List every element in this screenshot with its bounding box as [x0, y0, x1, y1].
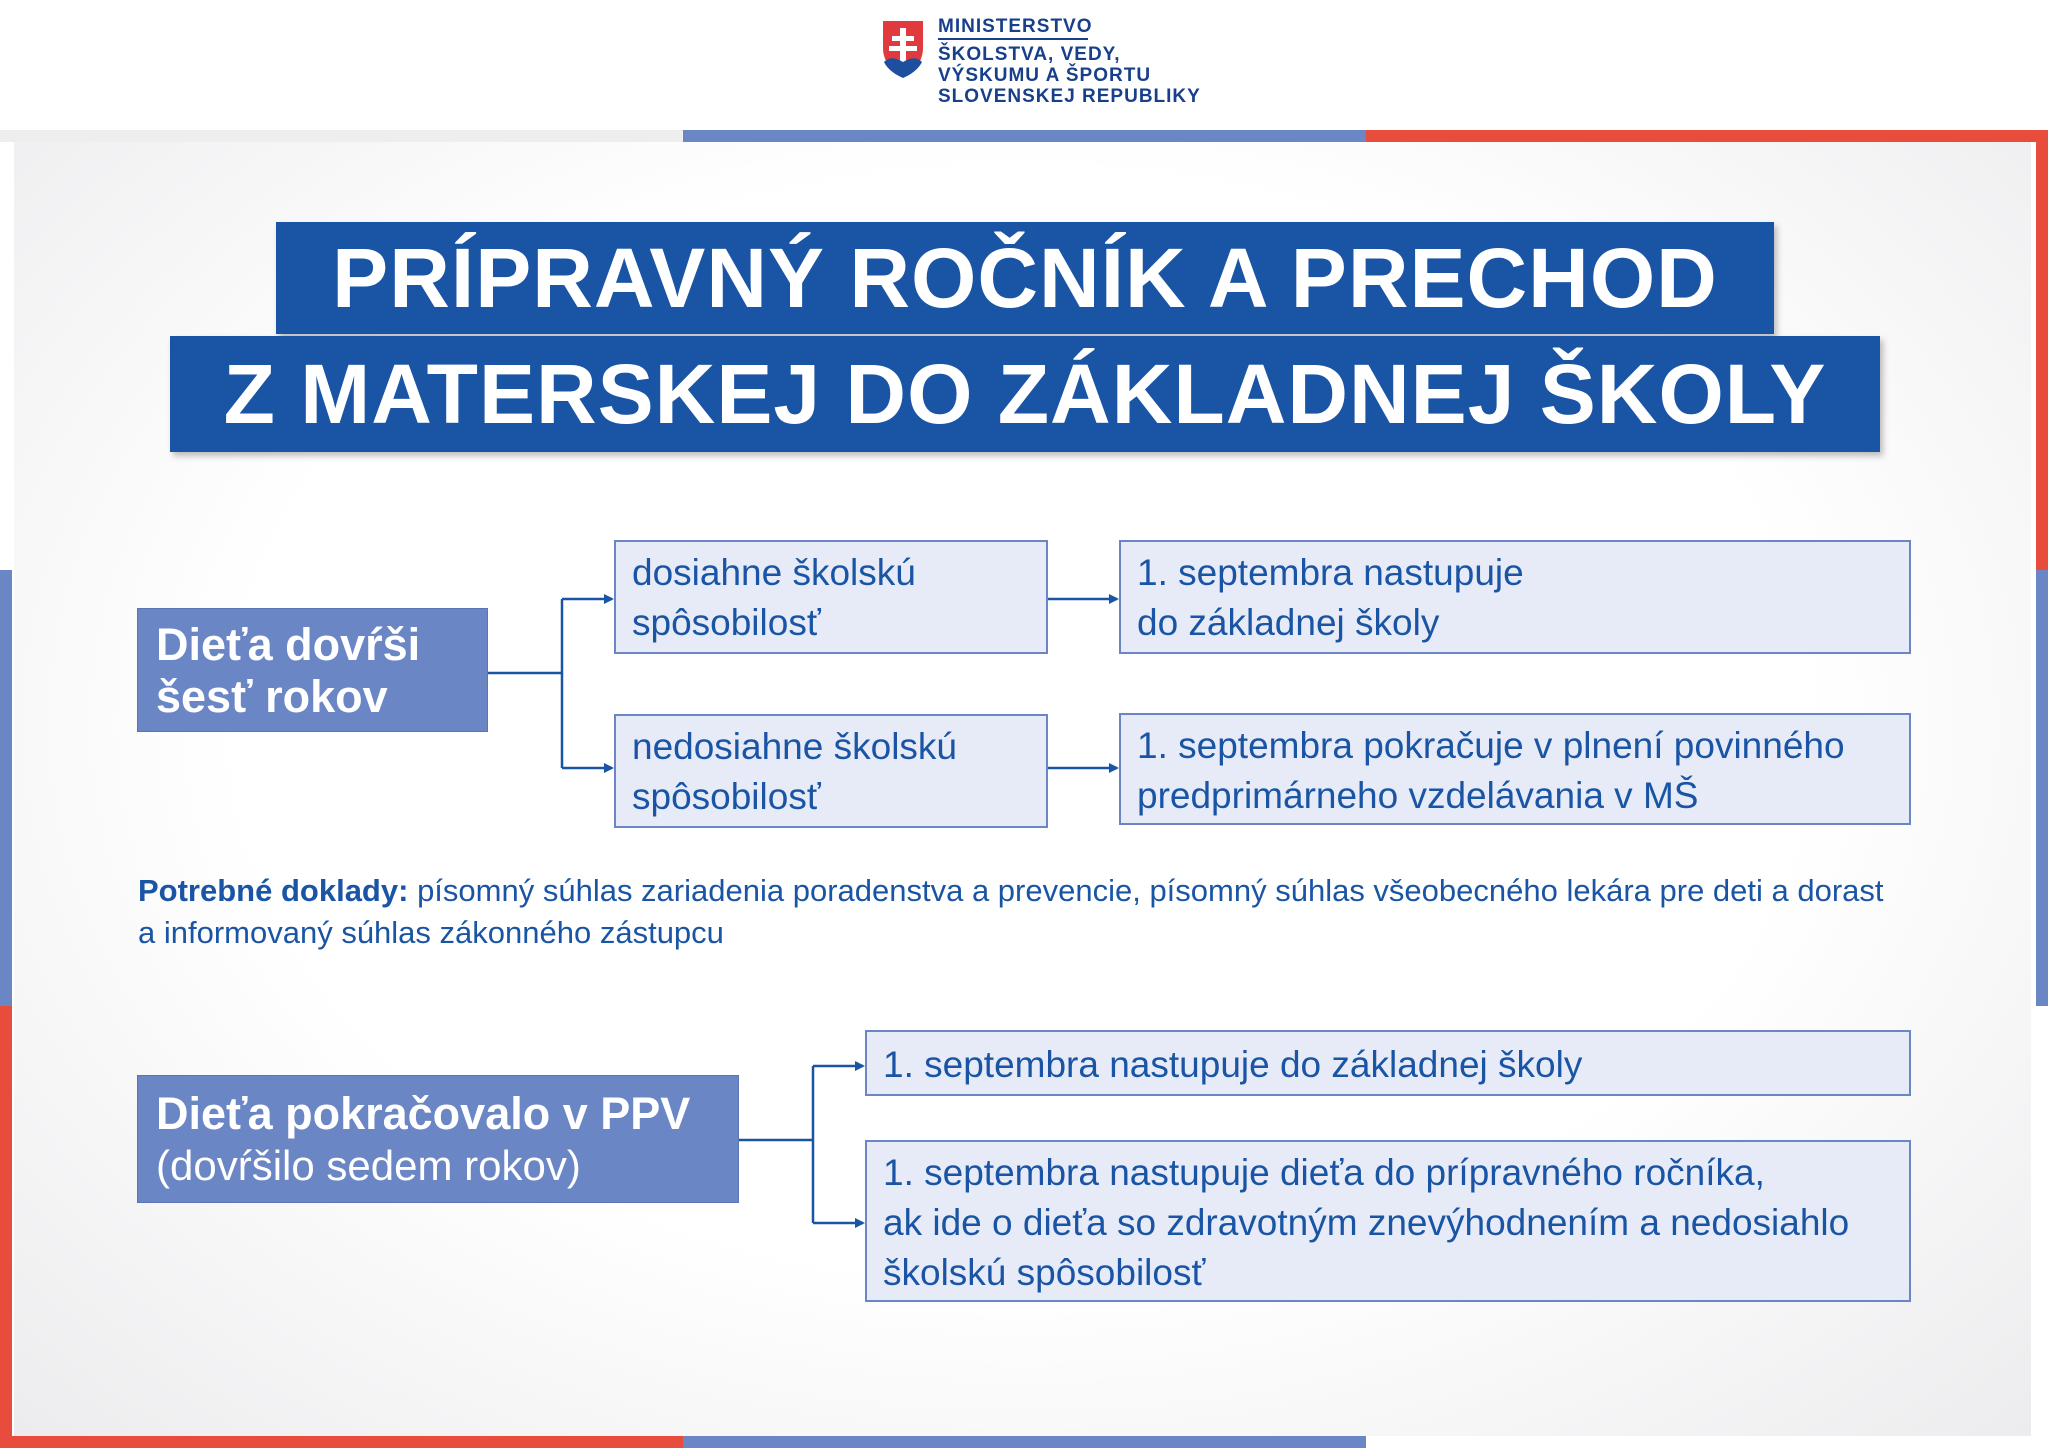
- source-six-years-label: [156, 619, 476, 723]
- result-enters-school: [1119, 540, 1911, 654]
- branch-not-reach-line-1: nedosiahne školskú: [632, 726, 957, 767]
- page-title-line-2: Z MATERSKEJ DO ZÁKLADNEJ ŠKOLY: [223, 347, 1827, 441]
- required-documents-label: Potrebné doklady:: [138, 873, 409, 908]
- frame-stripe-right-red: [2036, 130, 2048, 570]
- source-six-years-box: [138, 609, 487, 731]
- page-title-line-1: PRÍPRAVNÝ ROČNÍK A PRECHOD: [332, 231, 1718, 325]
- branch-reach-line-1: dosiahne školskú: [632, 552, 916, 593]
- title-line-1-box: [276, 222, 1774, 334]
- source-ppv-title: Dieťa pokračovalo v PPV: [156, 1088, 691, 1139]
- source-six-years-line-2: šesť rokov: [156, 671, 388, 722]
- result-continues-preschool-line-2: predprimárneho vzdelávania v MŠ: [1137, 775, 1699, 816]
- result-ppv-preparatory-line-1: 1. septembra nastupuje dieťa do prípravného ročníka,: [883, 1152, 1765, 1193]
- source-six-years-line-1: Dieťa dovŕši: [156, 619, 421, 670]
- ministry-line-1: MINISTERSTVO: [938, 16, 1088, 40]
- frame-stripe-bottom-red: [0, 1436, 683, 1448]
- result-ppv-enters-school: [865, 1030, 1911, 1096]
- branch-reach-readiness: [614, 540, 1048, 654]
- result-ppv-enters-school-text: 1. septembra nastupuje do základnej školy: [883, 1044, 1583, 1085]
- ministry-line-4: SLOVENSKEJ REPUBLIKY: [938, 86, 1201, 107]
- result-continues-preschool: [1119, 713, 1911, 825]
- result-ppv-preparatory-line-3: školskú spôsobilosť: [883, 1252, 1206, 1293]
- source-ppv-box: [138, 1076, 738, 1202]
- frame-stripe-left-blue: [0, 570, 12, 1006]
- frame-stripe-top-red: [1366, 130, 2048, 142]
- result-ppv-preparatory-line-2: ak ide o dieťa so zdravotným znevýhodnením a nedosiahlo: [883, 1202, 1850, 1243]
- ministry-name: [938, 16, 1201, 107]
- slovak-coat-of-arms-icon: [880, 18, 926, 80]
- frame-stripe-top-gray: [0, 130, 683, 142]
- frame-stripe-right-blue: [2036, 570, 2048, 1006]
- frame-stripe-bottom-blue: [683, 1436, 1366, 1448]
- required-documents-text: písomný súhlas zariadenia poradenstva a prevencie, písomný súhlas všeobecného lekára pre deti a dorast a informovaný súhlas zákonného zástupcu: [138, 873, 1884, 950]
- header: [0, 0, 2048, 128]
- frame-stripe-top-blue: [683, 130, 1366, 142]
- required-documents: [138, 870, 1898, 954]
- ministry-line-3: VÝSKUMU A ŠPORTU: [938, 65, 1152, 86]
- result-continues-preschool-line-1: 1. septembra pokračuje v plnení povinného: [1137, 725, 1845, 766]
- branch-reach-line-2: spôsobilosť: [632, 602, 821, 643]
- branch-not-reach-readiness: [614, 714, 1048, 828]
- result-ppv-preparatory-year: [865, 1140, 1911, 1302]
- branch-not-reach-line-2: spôsobilosť: [632, 776, 821, 817]
- result-enters-school-line-2: do základnej školy: [1137, 602, 1440, 643]
- ministry-line-2: ŠKOLSTVA, VEDY,: [938, 44, 1121, 65]
- title-line-2-box: [170, 336, 1880, 452]
- frame-stripe-left-red: [0, 1006, 12, 1448]
- source-ppv-subtitle: (dovŕšilo sedem rokov): [156, 1142, 581, 1189]
- result-enters-school-line-1: 1. septembra nastupuje: [1137, 552, 1524, 593]
